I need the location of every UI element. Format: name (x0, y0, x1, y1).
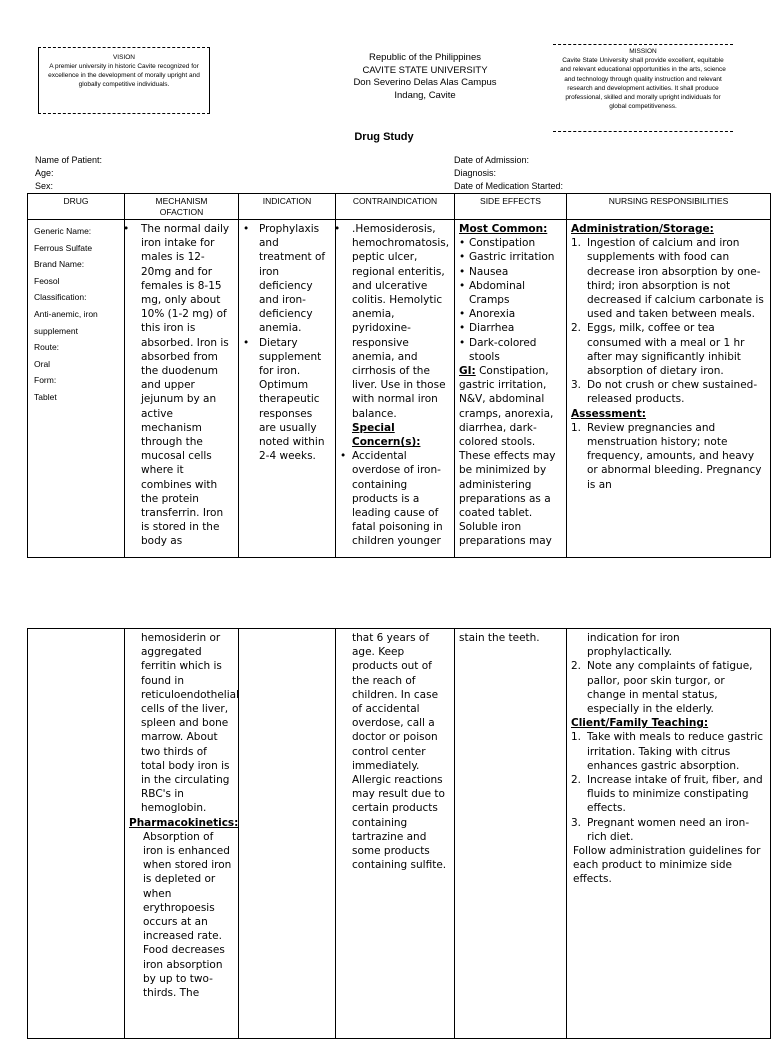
side-effect-item: • Diarrhea (459, 322, 515, 335)
side-effects-cell (455, 220, 567, 558)
header-line-1: Republic of the Philippines (369, 52, 481, 63)
table-header-row (28, 194, 771, 220)
patient-sex-label: Sex: (35, 181, 54, 191)
admin-item: 3. Do not crush or chew sustained-released products. (571, 379, 758, 406)
bullet-icon: • (459, 251, 466, 264)
brand-name-label: Brand Name: (34, 259, 85, 270)
teaching-item: 1. Take with meals to reduce gastric irritation. Taking with citrus enhances gastric absorption. (571, 731, 764, 772)
pharmacokinetics-text: Absorption of iron is enhanced when stored iron is depleted or when erythropoesis occurs at an increased rate. Food decreases iron absorption by up to two-thirds. The (143, 830, 232, 1000)
mechanism-text-1: The normal daily iron intake for males is 12-20mg and for females is 8-15 mg, only about 10% (1-2 mg) of this iron is absorbed. Iron is absorbed from the duodenum and upper jejunum by an active mechanism through the mucosal cells where it combines with the protein transferrin. Iron is stored in the body as (141, 223, 230, 548)
bullet-icon: • (459, 237, 466, 250)
form-label: Form: (34, 375, 57, 386)
special-concern-text-cont: that 6 years of age. Keep products out of the reach of children. In case of accidental overdose, call a doctor or poison control center immediately. Allergic reactions may result due to certain products containing tartrazine and some products containing sulfite. (352, 632, 447, 872)
nursing-cell (567, 220, 771, 558)
pharmacokinetics-title: Pharmacokinetics: (129, 816, 239, 829)
patient-name-label: Name of Patient: (35, 155, 103, 165)
mission-title: MISSION (629, 48, 657, 55)
diagnosis-label: Diagnosis: (454, 168, 497, 178)
header-line-4: Indang, Cavite (394, 89, 456, 101)
route-value: Oral (34, 358, 51, 369)
teaching-item: 2. Increase intake of fruit, fiber, and fluids to minimize constipating effects. (571, 774, 763, 815)
teaching-extra: Follow administration guidelines for each product to minimize side effects. (573, 845, 761, 886)
admin-item: 1. Ingestion of calcium and iron supplements with food can decrease iron absorption by one-third; iron absorption is not decreased if calcium carbonate is used and taken between meals. (571, 237, 764, 321)
gi-text-cont: stain the teeth. (459, 632, 540, 644)
gi-effects (459, 364, 562, 549)
side-effect-item: • Constipation (459, 237, 536, 250)
col-indication: INDICATION (239, 194, 336, 220)
vision-text: A premier university in historic Cavite recognized for excellence in the development of morally upright and globally competitive individuals. (48, 63, 200, 88)
side-effect-item: • Anorexia (459, 308, 516, 321)
mission-text: Cavite State University shall provide excellent, equitable and relevant educational opportunities in the arts, science and technology through quality instruction and relevant research and development activities. It shall produce professional, skilled and morally upright individuals for global competitiveness. (560, 57, 726, 111)
bullet-icon: • (340, 450, 347, 463)
route-label: Route: (34, 342, 60, 353)
classification-value: Anti-anemic, iron supplement (34, 308, 98, 336)
form-value: Tablet (34, 391, 57, 402)
university-header (300, 52, 550, 102)
drug-cell-continued (28, 629, 125, 1039)
bullet-icon: • (459, 336, 466, 349)
admin-item: 2. Eggs, milk, coffee or tea consumed with a meal or 1 hr after may significantly inhibit absorption of dietary iron. (571, 322, 745, 378)
most-common-title: Most Common: (459, 223, 548, 235)
bullet-icon: • (459, 308, 466, 321)
classification-label: Classification: (34, 292, 87, 303)
bullet-icon: • (243, 223, 250, 235)
side-effect-item: • Abdominal Cramps (459, 279, 526, 307)
mechanism-cell-continued (125, 629, 239, 1039)
side-effect-item: • Gastric irritation (459, 251, 555, 264)
indication-cell-continued (239, 629, 336, 1039)
drug-cell (28, 220, 125, 558)
special-concern-text: Accidental overdose of iron-containing products is a leading cause of fatal poisoning in children younger (352, 450, 443, 548)
col-side-effects: SIDE EFFECTS (455, 194, 567, 220)
table-row (28, 220, 771, 558)
contraindication-text: .Hemosiderosis, hemochromatosis, peptic ulcer, regional enteritis, and ulcerative colitis. Hemolytic anemia, pyridoxine-responsive anemia, and cirrhosis of the liver. Use in those with normal iron balance. (352, 223, 450, 420)
side-effects-cell-continued (455, 629, 567, 1039)
patient-age-label: Age: (35, 168, 54, 178)
assessment-cont: indication for iron prophylactically. (587, 632, 680, 659)
assessment-title: Assessment: (571, 407, 647, 420)
bullet-icon: • (123, 223, 130, 235)
vision-title: VISION (112, 54, 136, 61)
indication-item: • Dietary supplement for iron. Optimum therapeutic responses are usually noted within 2-4 weeks. (243, 336, 325, 463)
generic-name-value: Ferrous Sulfate (34, 242, 93, 253)
drug-study-table (27, 193, 771, 558)
contraindication-cell-continued (336, 629, 455, 1039)
bullet-icon: • (459, 322, 466, 335)
side-effect-item: • Dark-colored stools (459, 336, 537, 363)
table-row (28, 629, 771, 1039)
teaching-title: Client/Family Teaching: (571, 717, 709, 730)
side-effect-item: • Nausea (459, 265, 509, 278)
mission-box (553, 44, 733, 132)
assessment-item: 1. Review pregnancies and menstruation history; note frequency, amounts, and heavy or abnormal bleeding. Pregnancy is an (571, 421, 762, 491)
special-concern-title: Special Concern(s): (352, 421, 421, 449)
col-mechanism: MECHANISM OFACTION (125, 194, 239, 220)
generic-name-label: Generic Name: (34, 226, 92, 236)
administration-title: Administration/Storage: (571, 223, 714, 235)
gi-label: GI: (459, 365, 476, 378)
bullet-icon: • (334, 223, 341, 235)
assessment-item: 2. Note any complaints of fatigue, pallor, poor skin turgor, or change in mental status, especially in the elderly. (571, 660, 753, 716)
brand-name-value: Feosol (34, 275, 60, 286)
patient-info-left (35, 154, 102, 193)
nursing-cell-continued (567, 629, 771, 1039)
indication-item: • Prophylaxis and treatment of iron deficiency and iron-deficiency anemia. (243, 223, 326, 335)
vision-box (38, 47, 210, 114)
col-drug: DRUG (28, 194, 125, 220)
gi-text: Constipation, gastric irritation, N&V, abdominal cramps, anorexia, diarrhea, dark-colored stools. These effects may be minimized by administering preparations as a coated tablet. Soluble iron preparations may (459, 365, 556, 548)
medication-started-label: Date of Medication Started: (454, 181, 564, 191)
bullet-icon: • (459, 279, 466, 292)
contraindication-cell (336, 220, 455, 558)
header-line-2: CAVITE STATE UNIVERSITY (362, 64, 488, 76)
indication-cell (239, 220, 336, 558)
teaching-item: 3. Pregnant women need an iron-rich diet. (571, 816, 750, 843)
col-contraindication: CONTRAINDICATION (336, 194, 455, 220)
drug-study-table-continued (27, 628, 771, 1039)
page-title: Drug Study (354, 131, 414, 143)
header-line-3: Don Severino Delas Alas Campus (353, 77, 497, 88)
patient-info-right (454, 154, 563, 193)
bullet-icon: • (243, 336, 250, 349)
mechanism-cell (125, 220, 239, 558)
bullet-icon: • (459, 265, 466, 278)
mechanism-text-2: hemosiderin or aggregated ferritin which is found in reticuloendothelial cells of the liver, spleen and bone marrow. About two thirds of total body iron is in the circulating RBC's in hemoglobin. (141, 632, 239, 815)
col-nursing: NURSING RESPONSIBILITIES (567, 194, 771, 220)
admission-date-label: Date of Admission: (454, 155, 530, 165)
